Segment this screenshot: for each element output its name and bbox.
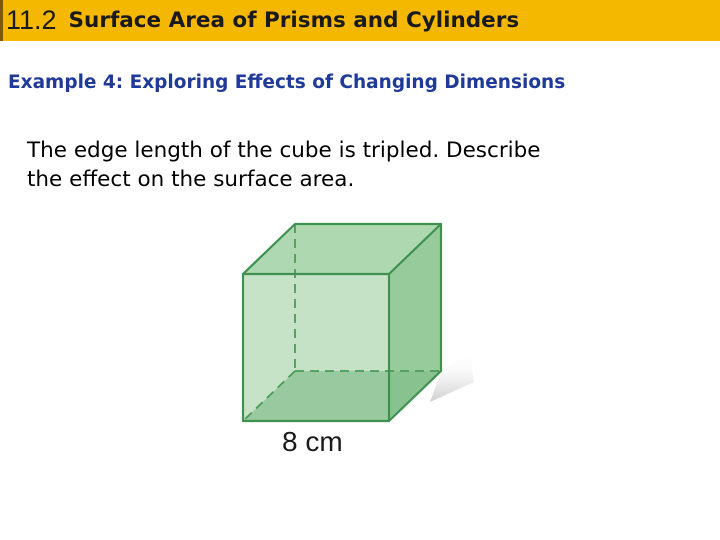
problem-line-1: The edge length of the cube is tripled. Describe (27, 138, 541, 163)
title-bar (0, 0, 720, 41)
section-title: Surface Area of Prisms and Cylinders (68, 8, 520, 33)
cube-front-face (243, 274, 389, 421)
edge-length-label: 8 cm (282, 426, 343, 457)
cube-diagram (230, 215, 480, 430)
problem-line-2: the effect on the surface area. (27, 167, 355, 192)
problem-statement (27, 136, 687, 194)
section-number: 11.2 (6, 5, 57, 35)
example-heading: Example 4: Exploring Effects of Changing Dimensions (8, 72, 566, 93)
